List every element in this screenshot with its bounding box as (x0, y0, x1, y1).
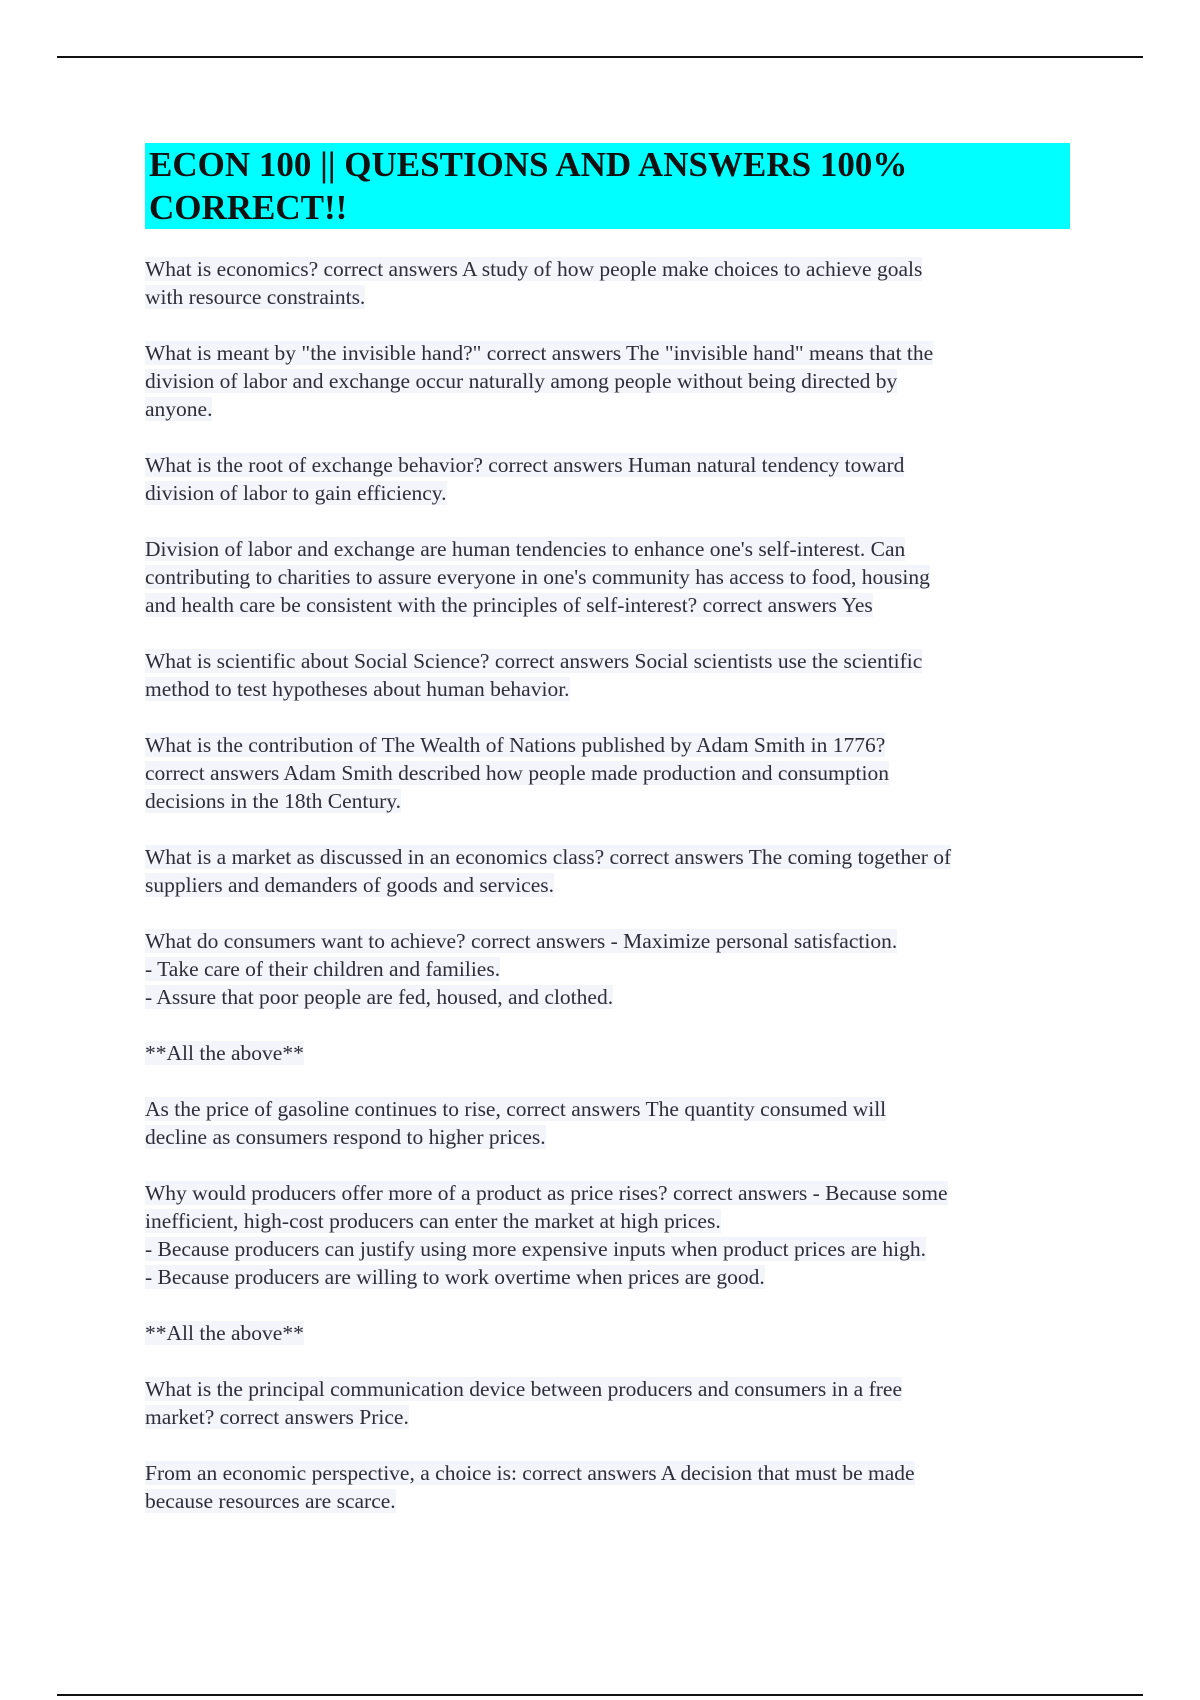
text-line: - Because producers can justify using more expensive inputs when product prices are high. (145, 1237, 926, 1261)
text-line: suppliers and demanders of goods and services. (145, 873, 554, 897)
qa-item-10 (145, 1179, 1070, 1291)
text-line: What do consumers want to achieve? correct answers - Maximize personal satisfaction. (145, 929, 898, 953)
text-line: and health care be consistent with the principles of self-interest? correct answers Yes (145, 593, 873, 617)
text-line: What is the root of exchange behavior? correct answers Human natural tendency toward (145, 453, 905, 477)
qa-item-7 (145, 843, 1070, 899)
text-line: From an economic perspective, a choice is: correct answers A decision that must be made (145, 1461, 915, 1485)
text-line: As the price of gasoline continues to rise, correct answers The quantity consumed will (145, 1097, 887, 1121)
qa-item-2 (145, 339, 1070, 423)
text-line: because resources are scarce. (145, 1489, 396, 1513)
text-line: What is a market as discussed in an economics class? correct answers The coming together of (145, 845, 952, 869)
text-line: decline as consumers respond to higher prices. (145, 1125, 546, 1149)
qa-item-11 (145, 1375, 1070, 1431)
qa-item-4 (145, 535, 1070, 619)
text-line: contributing to charities to assure everyone in one's community has access to food, housing (145, 565, 930, 589)
text-line: **All the above** (145, 1041, 304, 1065)
qa-item-6 (145, 731, 1070, 815)
qa-item-5 (145, 647, 1070, 703)
text-line: What is scientific about Social Science? correct answers Social scientists use the scientific (145, 649, 923, 673)
qa-item-12 (145, 1459, 1070, 1515)
text-line: decisions in the 18th Century. (145, 789, 401, 813)
text-line: What is economics? correct answers A study of how people make choices to achieve goals (145, 257, 923, 281)
text-line: - Because producers are willing to work overtime when prices are good. (145, 1265, 765, 1289)
text-line: What is meant by "the invisible hand?" correct answers The "invisible hand" means that the (145, 341, 934, 365)
text-line: - Take care of their children and families. (145, 957, 501, 981)
bottom-rule (57, 1694, 1143, 1696)
document-title (145, 143, 1070, 229)
qa-item-1 (145, 255, 1070, 311)
text-line: correct answers Adam Smith described how people made production and consumption (145, 761, 889, 785)
text-line: with resource constraints. (145, 285, 366, 309)
text-line: division of labor to gain efficiency. (145, 481, 447, 505)
text-line: anyone. (145, 397, 213, 421)
qa-item-9 (145, 1095, 1070, 1151)
qa-item-8 (145, 927, 1070, 1011)
qa-item-3 (145, 451, 1070, 507)
text-line: - Assure that poor people are fed, housed, and clothed. (145, 985, 614, 1009)
text-line: Division of labor and exchange are human tendencies to enhance one's self-interest. Can (145, 537, 906, 561)
top-rule (57, 56, 1143, 58)
text-line: What is the contribution of The Wealth of Nations published by Adam Smith in 1776? (145, 733, 886, 757)
text-line: What is the principal communication device between producers and consumers in a free (145, 1377, 902, 1401)
text-line: **All the above** (145, 1321, 304, 1345)
text-line: market? correct answers Price. (145, 1405, 409, 1429)
qa-answer-all-above-2 (145, 1319, 1070, 1347)
text-line: method to test hypotheses about human behavior. (145, 677, 570, 701)
title-line-2: CORRECT!! (149, 188, 348, 227)
text-line: Why would producers offer more of a product as price rises? correct answers - Because some (145, 1181, 948, 1205)
text-line: division of labor and exchange occur naturally among people without being directed by (145, 369, 898, 393)
qa-answer-all-above-1 (145, 1039, 1070, 1067)
document-body (145, 143, 1070, 1543)
text-line: inefficient, high-cost producers can enter the market at high prices. (145, 1209, 721, 1233)
title-line-1: ECON 100 || QUESTIONS AND ANSWERS 100% (149, 145, 908, 184)
qa-list (145, 255, 1070, 1515)
